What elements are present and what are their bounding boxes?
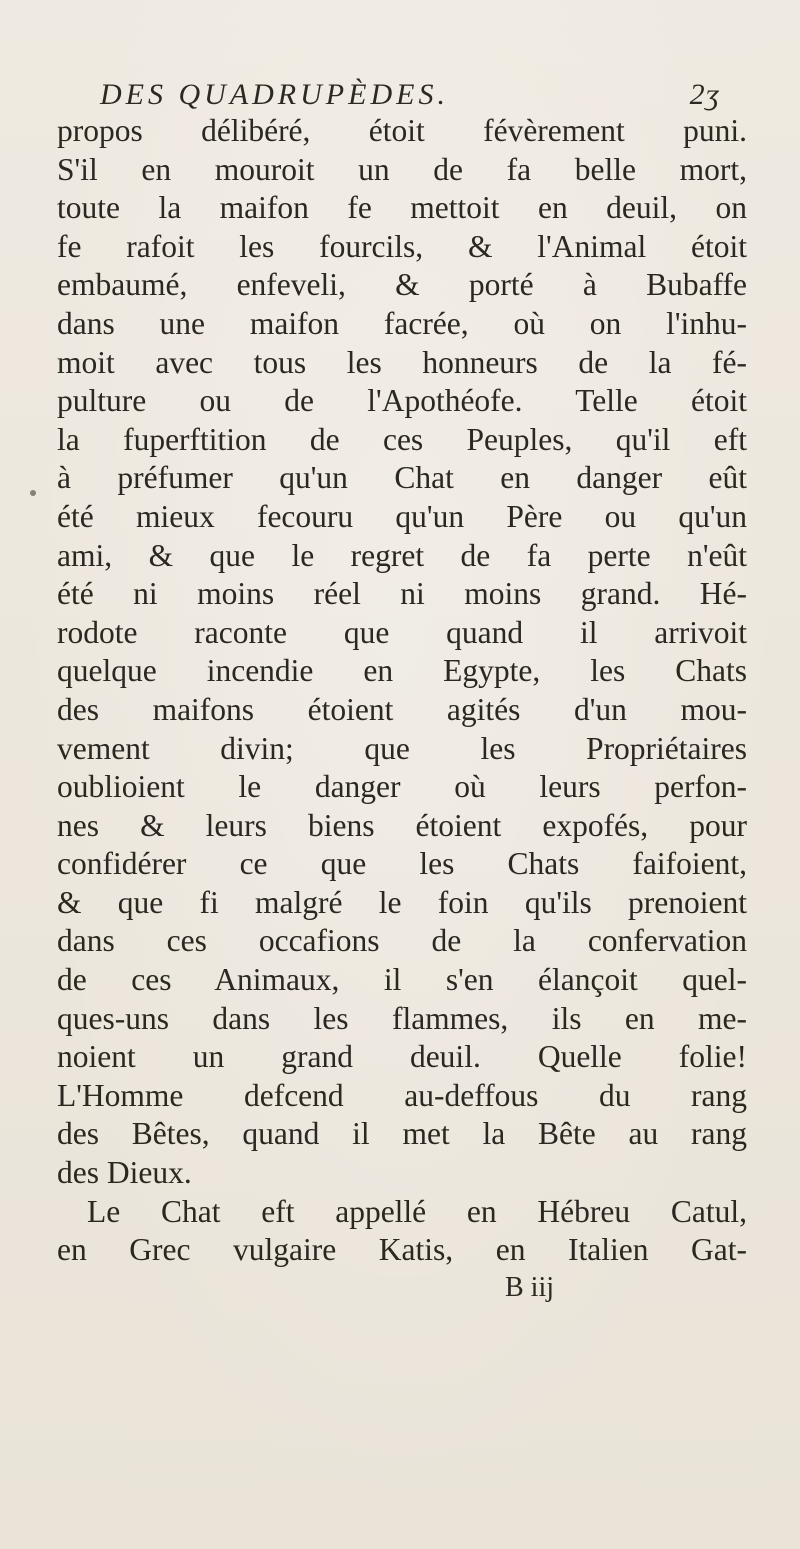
text-line: S'il en mouroit un de fa belle mort, [57, 151, 747, 187]
text-line: noient un grand deuil. Quelle folie! [57, 1039, 747, 1075]
text-line: en Grec vulgaire Katis, en Italien Gat- [57, 1232, 747, 1268]
text-line: ami, & que le regret de fa perte n'eût [57, 537, 747, 573]
ink-spot [30, 490, 36, 496]
text-line: à préfumer qu'un Chat en danger eût [57, 460, 747, 496]
text-line: propos délibéré, étoit févèrement puni. [57, 113, 747, 148]
text-line: quelque incendie en Egypte, les Chats [57, 653, 747, 689]
text-line: été ni moins réel ni moins grand. Hé- [57, 576, 747, 612]
text-line: L'Homme defcend au-deffous du rang [57, 1077, 747, 1113]
text-line: vement divin; que les Propriétaires [57, 730, 747, 766]
text-line: nes & leurs biens étoient expofés, pour [57, 807, 747, 843]
text-line: pulture ou de l'Apothéofe. Telle étoit [57, 383, 747, 419]
page-number: 2ʒ [689, 78, 720, 111]
text-line: Le Chat eft appellé en Hébreu Catul, [87, 1193, 747, 1229]
text-line: des Bêtes, quand il met la Bête au rang [57, 1116, 747, 1152]
text-line: oublioient le danger où leurs perfon- [57, 769, 747, 805]
text-line: fe rafoit les fourcils, & l'Animal étoit [57, 228, 747, 264]
text-line: moit avec tous les honneurs de la fé- [57, 344, 747, 380]
text-line: des Dieux. [57, 1155, 192, 1191]
text-line: été mieux fecouru qu'un Père ou qu'un [57, 498, 747, 534]
text-line: toute la maifon fe mettoit en deuil, on [57, 190, 747, 226]
text-line: la fuperftition de ces Peuples, qu'il eft [57, 421, 747, 457]
text-line: & que fi malgré le foin qu'ils prenoient [57, 884, 747, 920]
text-line: confidérer ce que les Chats faifoient, [57, 846, 747, 882]
signature-mark: B iij [505, 1272, 555, 1303]
running-head-title: DES QUADRUPÈDES. [100, 78, 449, 111]
text-line: dans ces occafions de la confervation [57, 923, 747, 959]
text-line: embaumé, enfeveli, & porté à Bubaffe [57, 267, 747, 303]
text-line: de ces Animaux, il s'en élançoit quel- [57, 962, 747, 998]
text-line: dans une maifon facrée, où on l'inhu- [57, 305, 747, 341]
text-line: des maifons étoient agités d'un mou- [57, 691, 747, 727]
body-text [57, 112, 747, 1270]
text-line: ques-uns dans les flammes, ils en me- [57, 1000, 747, 1036]
text-line: rodote raconte que quand il arrivoit [57, 614, 747, 650]
